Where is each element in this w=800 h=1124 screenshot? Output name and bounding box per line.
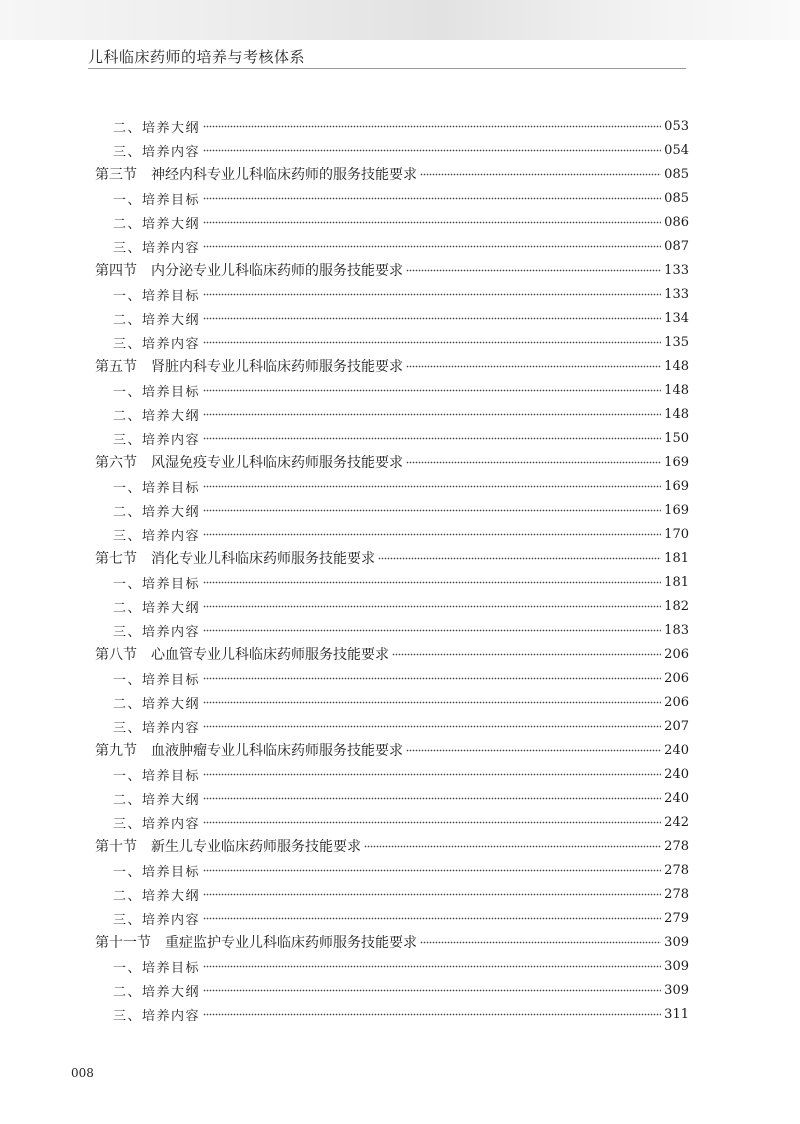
dot-leader xyxy=(203,673,661,683)
toc-entry-label: 第九节 血液肿瘤专业儿科临床药师服务技能要求 xyxy=(95,743,403,759)
dot-leader xyxy=(203,313,661,323)
header-band xyxy=(0,0,800,40)
toc-subentry[interactable] xyxy=(95,954,689,978)
dot-leader xyxy=(203,145,661,155)
dot-leader xyxy=(203,529,661,539)
toc-entry-page: 181 xyxy=(664,550,689,566)
toc-entry-page: 053 xyxy=(664,118,689,134)
toc-entry-page: 087 xyxy=(664,238,689,254)
dot-leader xyxy=(203,289,661,299)
dot-leader xyxy=(203,601,661,611)
toc-entry-page: 169 xyxy=(664,478,689,494)
toc-entry-label: 第六节 风湿免疫专业儿科临床药师服务技能要求 xyxy=(95,455,403,471)
toc-entry-page: 278 xyxy=(664,886,689,902)
toc-entry-page: 309 xyxy=(664,934,689,950)
dot-leader xyxy=(392,649,661,659)
toc-entry-label: 一、培养目标 xyxy=(113,960,201,976)
dot-leader xyxy=(203,337,661,347)
toc-section-entry[interactable] xyxy=(95,834,689,858)
dot-leader xyxy=(203,385,661,395)
toc-entry-page: 279 xyxy=(664,910,689,926)
toc-entry-page: 207 xyxy=(664,718,689,734)
toc-subentry[interactable] xyxy=(95,186,689,210)
dot-leader xyxy=(378,553,661,563)
toc-entry-page: 206 xyxy=(664,646,689,662)
toc-entry-page: 170 xyxy=(664,526,689,542)
dot-leader xyxy=(406,745,661,755)
toc-subentry[interactable] xyxy=(95,594,689,618)
dot-leader xyxy=(203,985,661,995)
toc-entry-label: 一、培养目标 xyxy=(113,672,201,688)
toc-entry-label: 第十一节 重症监护专业儿科临床药师服务技能要求 xyxy=(95,935,417,951)
toc-section-entry[interactable] xyxy=(95,450,689,474)
toc-entry-page: 278 xyxy=(664,862,689,878)
dot-leader xyxy=(420,937,661,947)
toc-entry-label: 二、培养大纲 xyxy=(113,120,201,136)
toc-entry-label: 三、培养内容 xyxy=(113,336,201,352)
toc-entry-label: 二、培养大纲 xyxy=(113,216,201,232)
toc-section-entry[interactable] xyxy=(95,354,689,378)
toc-entry-label: 二、培养大纲 xyxy=(113,984,201,1000)
toc-subentry[interactable] xyxy=(95,498,689,522)
toc-subentry[interactable] xyxy=(95,378,689,402)
toc-entry-page: 133 xyxy=(664,262,689,278)
toc-subentry[interactable] xyxy=(95,138,689,162)
toc-subentry[interactable] xyxy=(95,570,689,594)
toc-subentry[interactable] xyxy=(95,474,689,498)
dot-leader xyxy=(203,913,661,923)
toc-entry-label: 三、培养内容 xyxy=(113,432,201,448)
dot-leader xyxy=(364,841,661,851)
toc-entry-label: 第十节 新生儿专业临床药师服务技能要求 xyxy=(95,839,361,855)
dot-leader xyxy=(203,769,661,779)
dot-leader xyxy=(203,625,661,635)
toc-subentry[interactable] xyxy=(95,714,689,738)
toc-entry-page: 133 xyxy=(664,286,689,302)
toc-subentry[interactable] xyxy=(95,306,689,330)
toc-section-entry[interactable] xyxy=(95,546,689,570)
toc-entry-label: 第七节 消化专业儿科临床药师服务技能要求 xyxy=(95,551,375,567)
toc-subentry[interactable] xyxy=(95,858,689,882)
toc-section-entry[interactable] xyxy=(95,162,689,186)
toc-entry-label: 第三节 神经内科专业儿科临床药师的服务技能要求 xyxy=(95,167,417,183)
dot-leader xyxy=(203,1009,661,1019)
dot-leader xyxy=(203,481,661,491)
toc-entry-label: 三、培养内容 xyxy=(113,624,201,640)
toc-entry-page: 148 xyxy=(664,382,689,398)
dot-leader xyxy=(203,793,661,803)
toc-entry-page: 183 xyxy=(664,622,689,638)
dot-leader xyxy=(203,889,661,899)
toc-entry-label: 一、培养目标 xyxy=(113,192,201,208)
toc-entry-page: 135 xyxy=(664,334,689,350)
toc-subentry[interactable] xyxy=(95,114,689,138)
toc-subentry[interactable] xyxy=(95,690,689,714)
toc-subentry[interactable] xyxy=(95,330,689,354)
dot-leader xyxy=(203,961,661,971)
dot-leader xyxy=(203,697,661,707)
toc-entry-page: 240 xyxy=(664,766,689,782)
toc-subentry[interactable] xyxy=(95,762,689,786)
toc-entry-page: 085 xyxy=(664,190,689,206)
toc-entry-page: 242 xyxy=(664,814,689,830)
toc-entry-label: 三、培养内容 xyxy=(113,144,201,160)
toc-subentry[interactable] xyxy=(95,786,689,810)
dot-leader xyxy=(203,409,661,419)
toc-entry-label: 二、培养大纲 xyxy=(113,600,201,616)
toc-entry-label: 一、培养目标 xyxy=(113,576,201,592)
toc-entry-label: 一、培养目标 xyxy=(113,288,201,304)
toc-entry-label: 一、培养目标 xyxy=(113,768,201,784)
toc-subentry[interactable] xyxy=(95,426,689,450)
toc-section-entry[interactable] xyxy=(95,930,689,954)
dot-leader xyxy=(203,817,661,827)
toc-entry-label: 三、培养内容 xyxy=(113,912,201,928)
toc-entry-label: 二、培养大纲 xyxy=(113,888,201,904)
dot-leader xyxy=(203,865,661,875)
toc-subentry[interactable] xyxy=(95,282,689,306)
toc-entry-label: 一、培养目标 xyxy=(113,480,201,496)
dot-leader xyxy=(420,169,661,179)
toc-entry-page: 240 xyxy=(664,742,689,758)
toc-subentry[interactable] xyxy=(95,978,689,1002)
toc-entry-label: 三、培养内容 xyxy=(113,240,201,256)
toc-subentry[interactable] xyxy=(95,402,689,426)
toc-subentry[interactable] xyxy=(95,882,689,906)
running-header-title: 儿科临床药师的培养与考核体系 xyxy=(88,48,306,66)
toc-entry-label: 三、培养内容 xyxy=(113,816,201,832)
toc-entry-page: 309 xyxy=(664,982,689,998)
dot-leader xyxy=(406,361,661,371)
toc-entry-page: 150 xyxy=(664,430,689,446)
toc-subentry[interactable] xyxy=(95,234,689,258)
toc-entry-label: 第五节 肾脏内科专业儿科临床药师服务技能要求 xyxy=(95,359,403,375)
toc-section-entry[interactable] xyxy=(95,738,689,762)
toc-entry-page: 181 xyxy=(664,574,689,590)
toc-entry-label: 二、培养大纲 xyxy=(113,504,201,520)
toc-entry-label: 第四节 内分泌专业儿科临床药师的服务技能要求 xyxy=(95,263,403,279)
toc-entry-label: 二、培养大纲 xyxy=(113,696,201,712)
toc-subentry[interactable] xyxy=(95,210,689,234)
dot-leader xyxy=(203,577,661,587)
toc-entry-page: 054 xyxy=(664,142,689,158)
toc-entry-page: 169 xyxy=(664,502,689,518)
dot-leader xyxy=(203,241,661,251)
dot-leader xyxy=(203,193,661,203)
toc-entry-label: 二、培养大纲 xyxy=(113,408,201,424)
dot-leader xyxy=(203,505,661,515)
toc-subentry[interactable] xyxy=(95,810,689,834)
toc-entry-label: 二、培养大纲 xyxy=(113,792,201,808)
toc-entry-page: 240 xyxy=(664,790,689,806)
toc-section-entry[interactable] xyxy=(95,642,689,666)
toc-entry-label: 第八节 心血管专业儿科临床药师服务技能要求 xyxy=(95,647,389,663)
dot-leader xyxy=(203,433,661,443)
toc-subentry[interactable] xyxy=(95,522,689,546)
toc-subentry[interactable] xyxy=(95,618,689,642)
toc-entry-label: 三、培养内容 xyxy=(113,1008,201,1024)
toc-entry-page: 148 xyxy=(664,406,689,422)
toc-entry-page: 278 xyxy=(664,838,689,854)
toc-entry-page: 169 xyxy=(664,454,689,470)
toc-subentry[interactable] xyxy=(95,666,689,690)
toc-entry-page: 311 xyxy=(664,1006,689,1022)
toc-entry-label: 三、培养内容 xyxy=(113,720,201,736)
toc-entry-label: 一、培养目标 xyxy=(113,864,201,880)
header-rule xyxy=(88,68,686,69)
toc-entry-page: 182 xyxy=(664,598,689,614)
toc-entry-label: 一、培养目标 xyxy=(113,384,201,400)
toc-section-entry[interactable] xyxy=(95,258,689,282)
toc-subentry[interactable] xyxy=(95,906,689,930)
toc-entry-page: 086 xyxy=(664,214,689,230)
dot-leader xyxy=(203,121,661,131)
toc-entry-page: 206 xyxy=(664,694,689,710)
toc-entry-page: 148 xyxy=(664,358,689,374)
toc-entry-page: 309 xyxy=(664,958,689,974)
dot-leader xyxy=(406,265,661,275)
dot-leader xyxy=(406,457,661,467)
page-number: 008 xyxy=(71,1066,94,1080)
toc-entry-label: 二、培养大纲 xyxy=(113,312,201,328)
toc-subentry[interactable] xyxy=(95,1002,689,1026)
toc-entry-label: 三、培养内容 xyxy=(113,528,201,544)
toc-entry-page: 134 xyxy=(664,310,689,326)
toc-entry-page: 085 xyxy=(664,166,689,182)
toc-entry-page: 206 xyxy=(664,670,689,686)
dot-leader xyxy=(203,217,661,227)
table-of-contents xyxy=(95,114,689,1026)
dot-leader xyxy=(203,721,661,731)
